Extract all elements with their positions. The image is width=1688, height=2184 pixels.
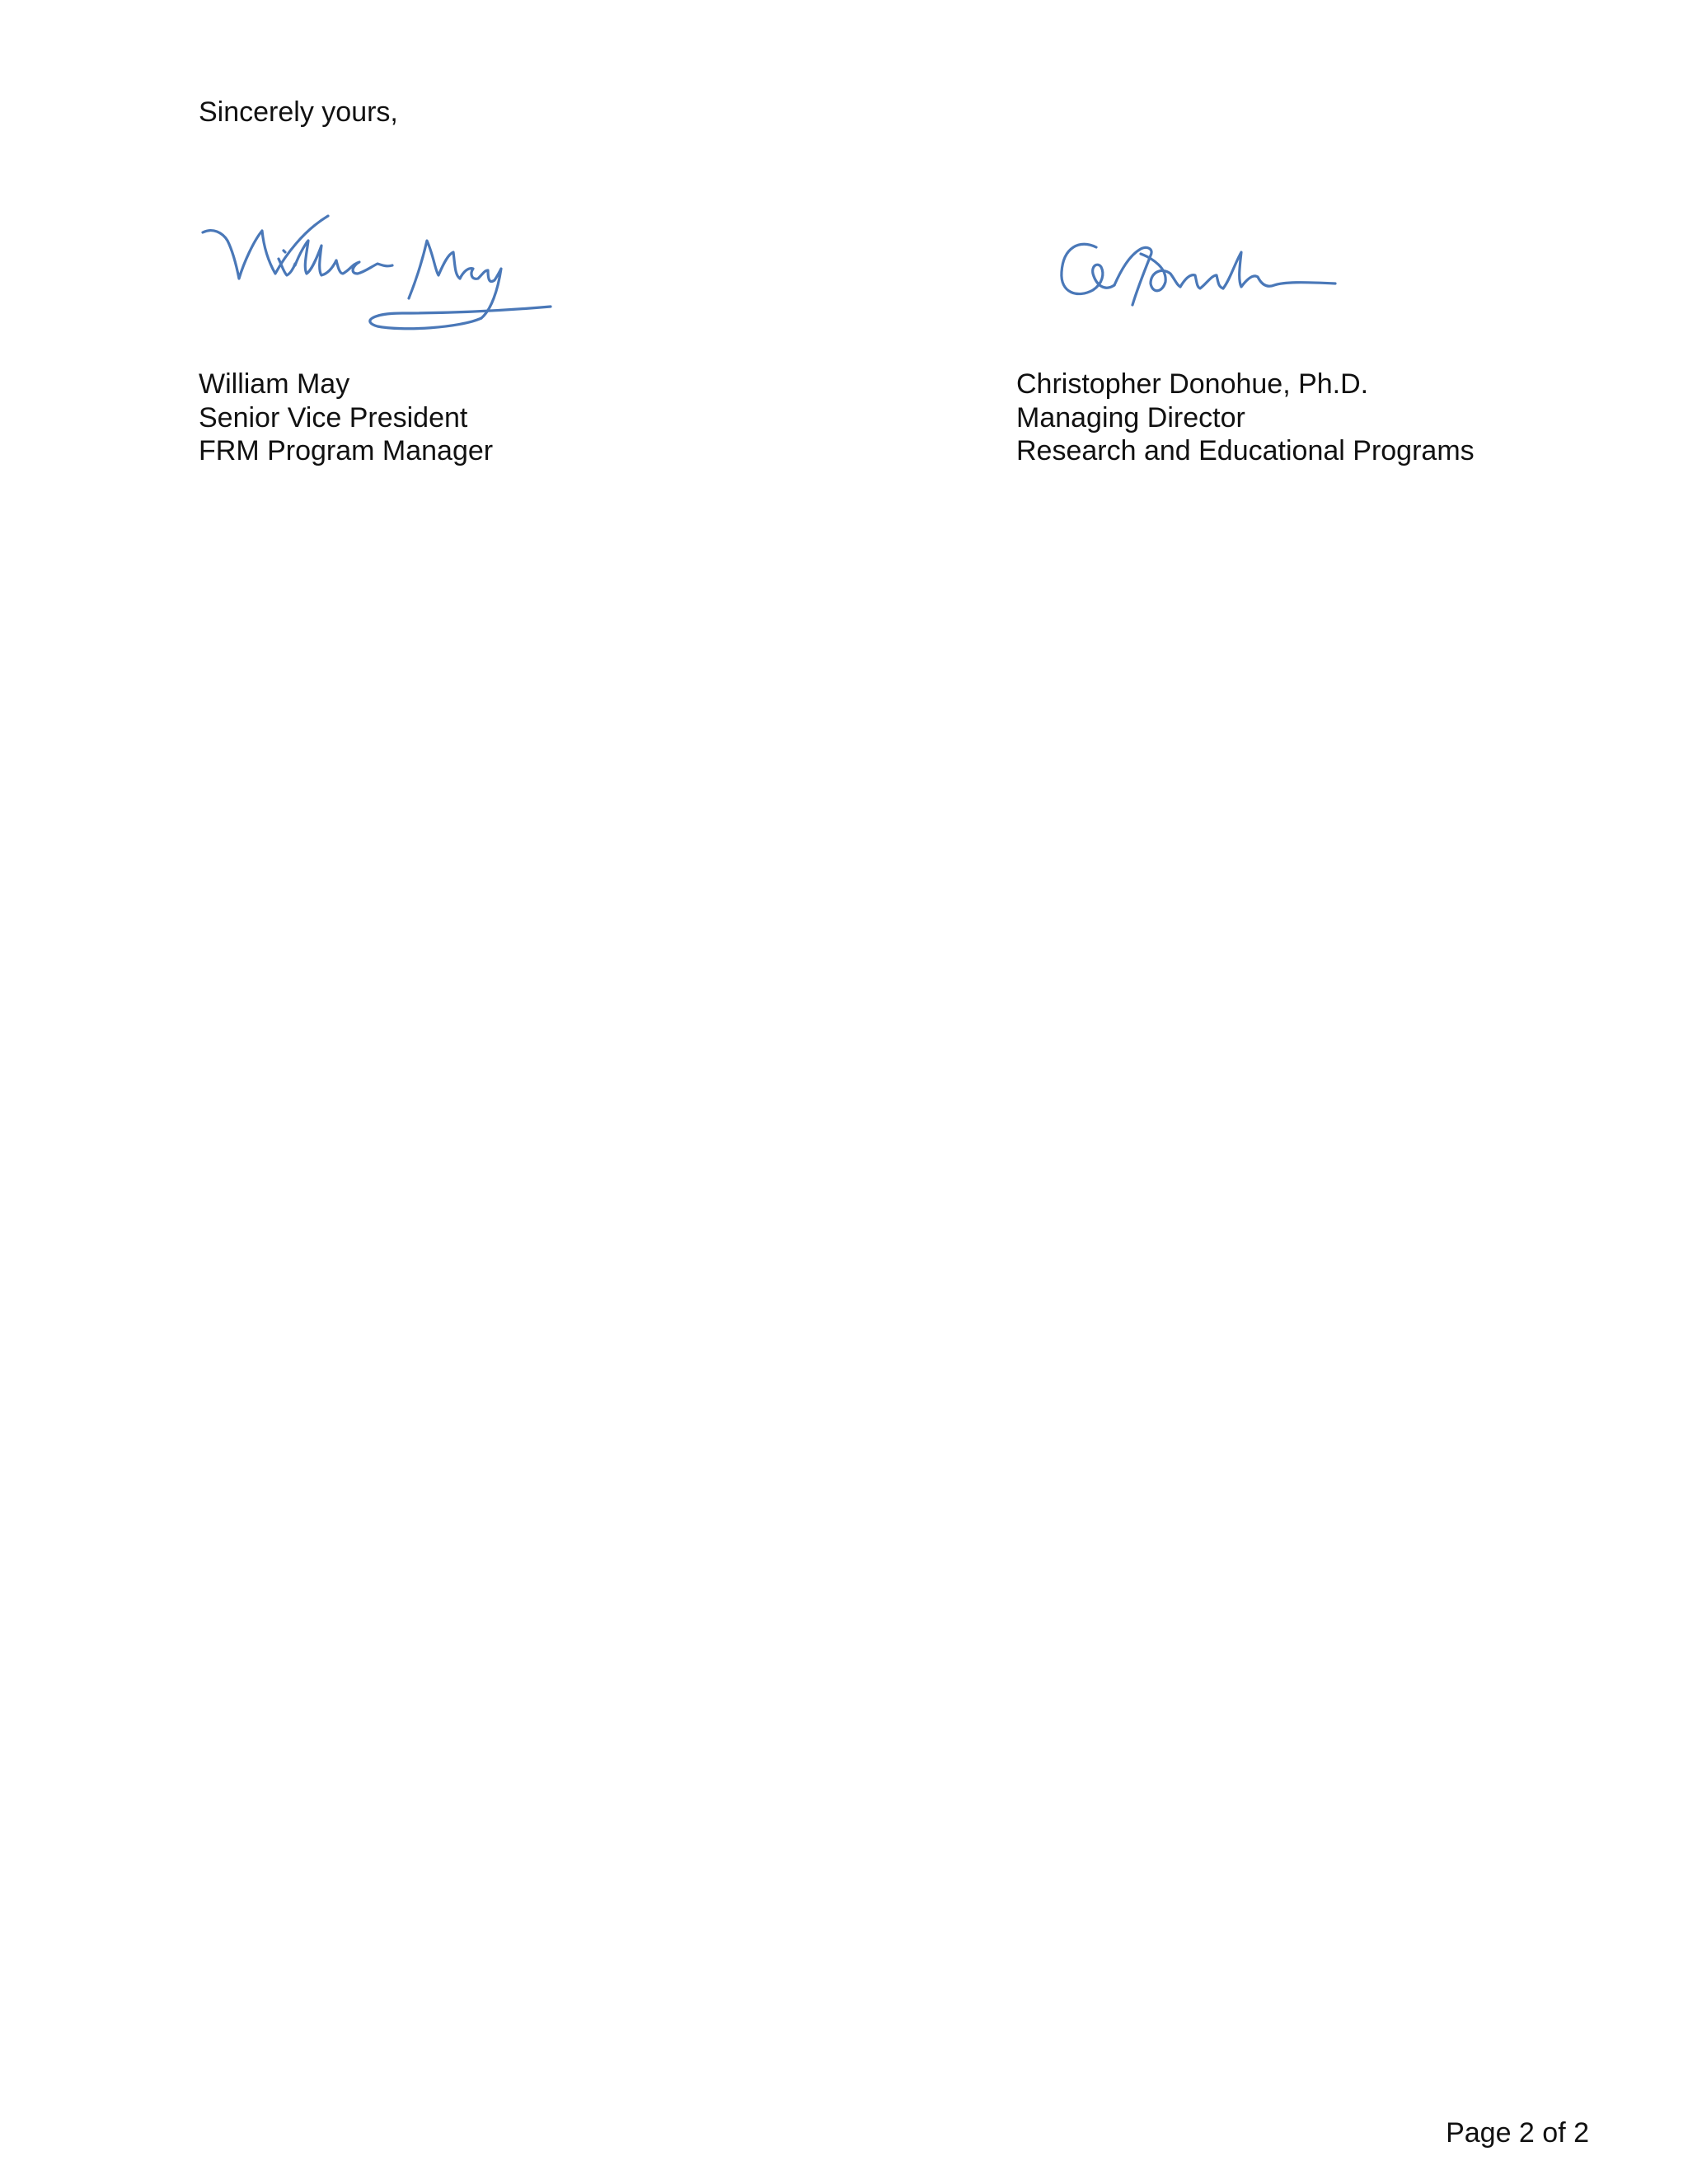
signature-christopher-donohue <box>1055 231 1343 321</box>
signer-role: Research and Educational Programs <box>1016 435 1475 466</box>
closing-text: Sincerely yours, <box>199 96 398 128</box>
signer-name: Christopher Donohue, Ph.D. <box>1016 368 1369 400</box>
signer-block-william-may <box>199 368 493 468</box>
signer-block-christopher-donohue <box>1016 368 1475 468</box>
signer-role: FRM Program Manager <box>199 435 494 466</box>
page-number: Page 2 of 2 <box>1446 2117 1589 2149</box>
signer-name: William May <box>199 368 350 400</box>
signer-title: Managing Director <box>1016 401 1245 434</box>
signer-title: Senior Vice President <box>199 401 468 434</box>
signature-william-may <box>196 208 559 340</box>
